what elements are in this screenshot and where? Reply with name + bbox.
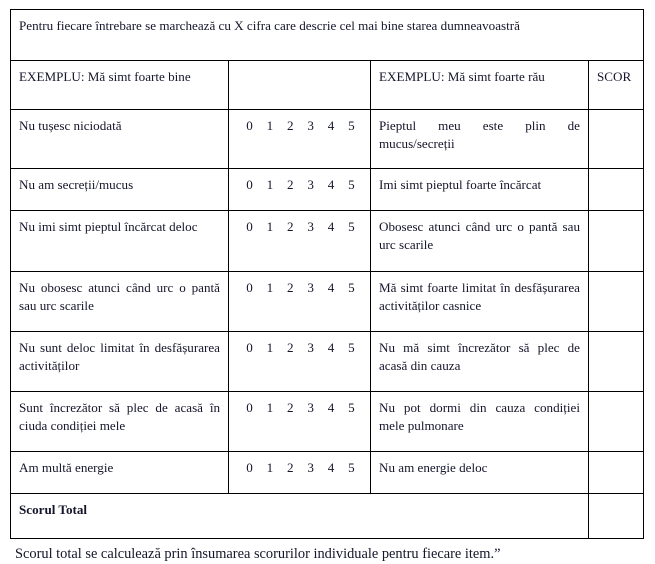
scale-option-1[interactable]: 1 (266, 460, 274, 475)
item-scale[interactable] (229, 392, 371, 452)
item-right-label: Mă simt foarte limitat în desfășurarea activităților casnice (371, 272, 589, 332)
item-score-cell[interactable] (589, 169, 644, 211)
item-score-cell[interactable] (589, 332, 644, 392)
item-scale[interactable] (229, 452, 371, 494)
scale-option-5[interactable]: 5 (348, 460, 355, 475)
scale-option-5[interactable]: 5 (348, 118, 355, 133)
scale-option-5[interactable]: 5 (348, 340, 355, 355)
scale-option-4[interactable]: 4 (327, 400, 335, 415)
item-left-label: Nu sunt deloc limitat în desfășurarea activităților (11, 332, 229, 392)
item-scale[interactable] (229, 211, 371, 272)
header-row (11, 61, 644, 110)
scale-option-0[interactable]: 0 (246, 219, 253, 234)
total-row (11, 494, 644, 539)
item-right-label: Nu am energie deloc (371, 452, 589, 494)
header-example-best: EXEMPLU: Mă simt foarte bine (11, 61, 229, 110)
item-left-label: Nu obosesc atunci când urc o pantă sau urc scarile (11, 272, 229, 332)
item-right-label: Nu pot dormi din cauza condiției mele pulmonare (371, 392, 589, 452)
table-row (11, 452, 644, 494)
item-score-cell[interactable] (589, 452, 644, 494)
scale-option-0[interactable]: 0 (246, 118, 253, 133)
scale-option-3[interactable]: 3 (307, 340, 314, 355)
scale-option-3[interactable]: 3 (307, 460, 314, 475)
scale-option-1[interactable]: 1 (266, 118, 274, 133)
item-right-label: Obosesc atunci când urc o pantă sau urc scarile (371, 211, 589, 272)
scale-option-2[interactable]: 2 (287, 219, 294, 234)
scale-option-2[interactable]: 2 (287, 118, 294, 133)
table-row (11, 211, 644, 272)
total-label: Scorul Total (11, 494, 589, 539)
scale-option-1[interactable]: 1 (266, 219, 274, 234)
item-right-label: Pieptul meu este plin de mucus/secreții (371, 110, 589, 169)
table-row (11, 272, 644, 332)
scale-option-0[interactable]: 0 (246, 280, 253, 295)
instruction-row (11, 10, 644, 61)
item-score-cell[interactable] (589, 392, 644, 452)
scale-option-3[interactable]: 3 (307, 400, 314, 415)
item-scale[interactable] (229, 169, 371, 211)
footer-note: Scorul total se calculează prin însumarea scorurilor individuale pentru fiecare item.” (15, 546, 501, 562)
item-left-label: Am multă energie (11, 452, 229, 494)
scale-option-3[interactable]: 3 (307, 177, 314, 192)
item-score-cell[interactable] (589, 110, 644, 169)
item-left-label: Nu am secreții/mucus (11, 169, 229, 211)
cat-questionnaire-table (10, 9, 644, 539)
item-scale[interactable] (229, 332, 371, 392)
scale-option-1[interactable]: 1 (266, 280, 274, 295)
scale-option-1[interactable]: 1 (266, 177, 274, 192)
scale-option-2[interactable]: 2 (287, 340, 294, 355)
scale-option-5[interactable]: 5 (348, 400, 355, 415)
total-score-cell[interactable] (589, 494, 644, 539)
scale-option-0[interactable]: 0 (246, 460, 253, 475)
item-left-label: Sunt încrezător să plec de acasă în ciuda condiției mele (11, 392, 229, 452)
scale-option-4[interactable]: 4 (327, 177, 335, 192)
instruction-text: Pentru fiecare întrebare se marchează cu X cifra care descrie cel mai bine starea dumneavoastră (11, 10, 644, 61)
scale-option-1[interactable]: 1 (266, 340, 274, 355)
scale-option-0[interactable]: 0 (246, 340, 253, 355)
header-example-worst: EXEMPLU: Mă simt foarte rău (371, 61, 589, 110)
scale-option-4[interactable]: 4 (327, 280, 335, 295)
item-scale[interactable] (229, 272, 371, 332)
item-score-cell[interactable] (589, 211, 644, 272)
table-row (11, 392, 644, 452)
scale-option-4[interactable]: 4 (327, 340, 335, 355)
scale-option-5[interactable]: 5 (348, 177, 355, 192)
item-score-cell[interactable] (589, 272, 644, 332)
item-right-label: Imi simt pieptul foarte încărcat (371, 169, 589, 211)
scale-option-1[interactable]: 1 (266, 400, 274, 415)
scale-option-2[interactable]: 2 (287, 177, 294, 192)
scale-option-3[interactable]: 3 (307, 219, 314, 234)
scale-option-4[interactable]: 4 (327, 460, 335, 475)
scale-option-2[interactable]: 2 (287, 460, 294, 475)
table-row (11, 332, 644, 392)
scale-option-4[interactable]: 4 (327, 219, 335, 234)
scale-option-5[interactable]: 5 (348, 280, 355, 295)
item-left-label: Nu tușesc niciodată (11, 110, 229, 169)
header-scale-blank (229, 61, 371, 110)
item-left-label: Nu imi simt pieptul încărcat deloc (11, 211, 229, 272)
header-score: SCOR (589, 61, 644, 110)
scale-option-2[interactable]: 2 (287, 280, 294, 295)
scale-option-2[interactable]: 2 (287, 400, 294, 415)
table-row (11, 110, 644, 169)
scale-option-0[interactable]: 0 (246, 400, 253, 415)
item-right-label: Nu mă simt încrezător să plec de acasă din cauza (371, 332, 589, 392)
item-scale[interactable] (229, 110, 371, 169)
scale-option-5[interactable]: 5 (348, 219, 355, 234)
scale-option-3[interactable]: 3 (307, 280, 314, 295)
scale-option-3[interactable]: 3 (307, 118, 314, 133)
scale-option-4[interactable]: 4 (327, 118, 335, 133)
table-row (11, 169, 644, 211)
scale-option-0[interactable]: 0 (246, 177, 253, 192)
